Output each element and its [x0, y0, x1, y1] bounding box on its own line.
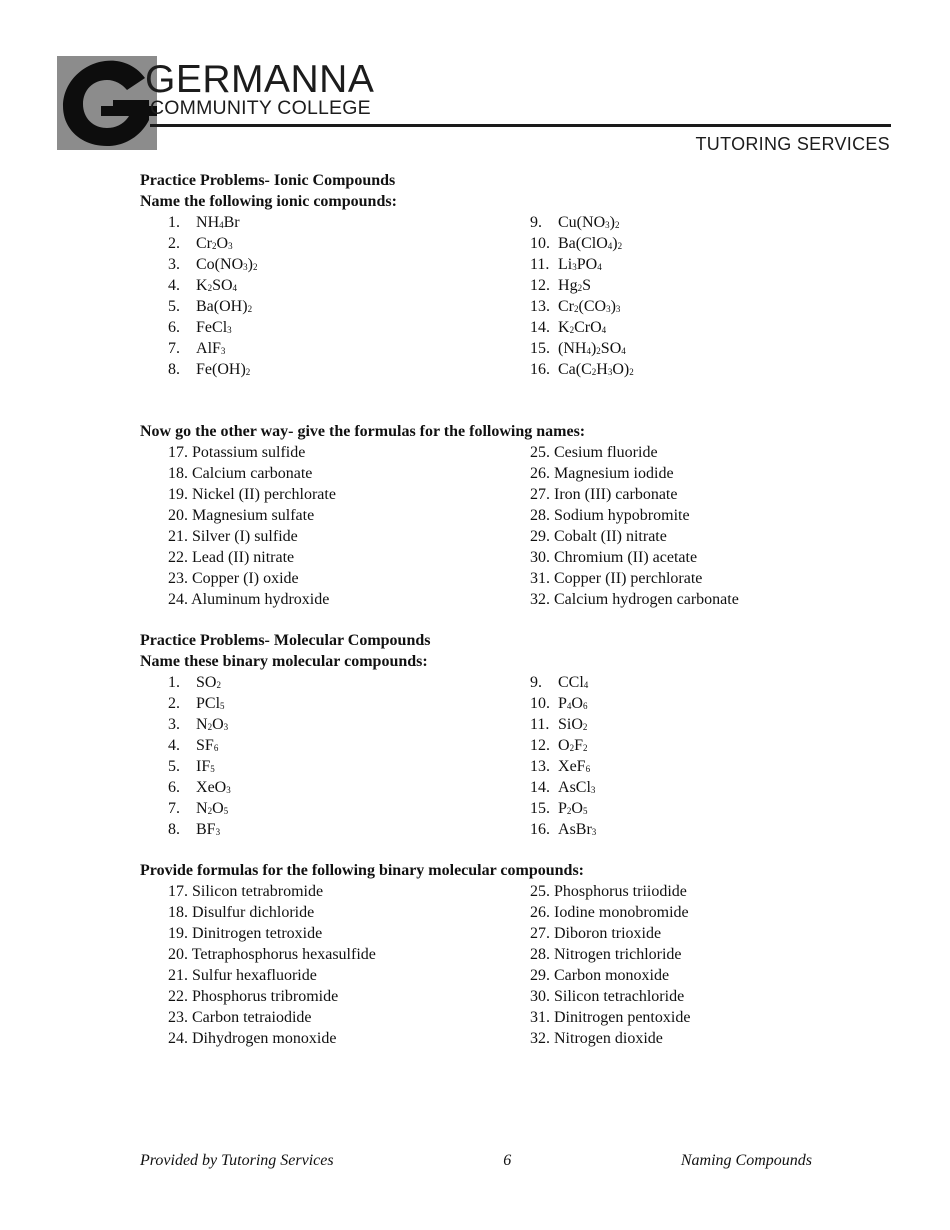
item-number: 15. [530, 800, 550, 817]
list-item: 31. Copper (II) perchlorate [530, 570, 703, 587]
germanna-g-logo-icon [57, 56, 157, 150]
list-item: 20. Tetraphosphorus hexasulfide [168, 946, 376, 963]
list-item [168, 317, 530, 338]
ionic-formula-list [140, 442, 860, 610]
item-number: 11. [530, 716, 550, 733]
list-item [530, 693, 860, 714]
compound-formula: $N_2O_3$ [196, 716, 229, 733]
compound-formula: AsBr$_3$ [558, 821, 597, 838]
list-item: 26. Iodine monobromide [530, 904, 689, 921]
footer-topic: Naming Compounds [680, 1152, 812, 1169]
item-number: 4. [168, 737, 180, 754]
list-item: 17. Potassium sulfide [168, 444, 306, 461]
compound-formula: CCl$_4$ [558, 674, 589, 691]
ionic-name-prompt: Name the following ionic compounds: [140, 193, 397, 210]
molecular-formula-prompt: Provide formulas for the following binary molecular compounds: [140, 862, 584, 879]
list-item: 30. Chromium (II) acetate [530, 549, 698, 566]
item-number: 14. [530, 319, 550, 336]
compound-formula: $(NH_4)_2SO_4$ [558, 340, 626, 357]
item-number: 15. [530, 340, 550, 357]
list-item: 22. Lead (II) nitrate [168, 549, 295, 566]
list-item: 21. Sulfur hexafluoride [168, 967, 317, 984]
list-item [530, 777, 860, 798]
list-item [530, 756, 860, 777]
compound-formula: $NH_4Br$ [196, 214, 240, 231]
ionic-title: Practice Problems- Ionic Compounds [140, 172, 396, 189]
compound-formula: $Ba(ClO_4)_2$ [558, 235, 623, 252]
list-item: 31. Dinitrogen pentoxide [530, 1009, 691, 1026]
compound-formula: $SO_2$ [196, 674, 221, 691]
list-item: 20. Magnesium sulfate [168, 507, 315, 524]
molecular-name-list [140, 672, 860, 840]
list-item: 17. Silicon tetrabromide [168, 883, 324, 900]
list-item: 18. Calcium carbonate [168, 465, 313, 482]
list-item [168, 735, 530, 756]
compound-formula: $Ca(C_2H_3O)_2$ [558, 361, 634, 378]
molecular-formula-left-column [140, 881, 530, 1049]
item-number: 7. [168, 800, 180, 817]
list-item [168, 714, 530, 735]
list-item: 23. Copper (I) oxide [168, 570, 299, 587]
list-item [168, 798, 530, 819]
list-item: 24. Dihydrogen monoxide [168, 1030, 337, 1047]
item-number: 14. [530, 779, 550, 796]
compound-formula: $Cu(NO_3)_2$ [558, 214, 620, 231]
item-number: 11. [530, 256, 550, 273]
page-footer [140, 1152, 812, 1170]
list-item [530, 254, 860, 275]
compound-formula: XeO$_3$ [196, 779, 231, 796]
item-number: 6. [168, 779, 180, 796]
compound-formula: $Cr_2O_3$ [196, 235, 233, 252]
list-item [530, 296, 860, 317]
compound-formula: FeCl$_3$ [196, 319, 232, 336]
list-item [168, 296, 530, 317]
ionic-formula-left-column [140, 442, 530, 610]
item-number: 10. [530, 695, 550, 712]
item-number: 3. [168, 256, 180, 273]
list-item [168, 338, 530, 359]
ionic-formula-right-column [530, 442, 860, 610]
item-number: 5. [168, 758, 180, 775]
list-item [168, 254, 530, 275]
list-item: 27. Diboron trioxide [530, 925, 662, 942]
item-number: 7. [168, 340, 180, 357]
item-number: 5. [168, 298, 180, 315]
compound-formula: PCl$_5$ [196, 695, 225, 712]
header-divider [150, 124, 891, 127]
item-number: 1. [168, 214, 180, 231]
molecular-title: Practice Problems- Molecular Compounds [140, 632, 431, 649]
compound-formula: SiO$_2$ [558, 716, 588, 733]
ionic-name-left-column [140, 212, 530, 380]
list-item [168, 756, 530, 777]
compound-formula: $N_2O_5$ [196, 800, 229, 817]
list-item: 25. Cesium fluoride [530, 444, 658, 461]
ionic-name-right-column [530, 212, 860, 380]
compound-formula: $O_2F_2$ [558, 737, 588, 754]
item-number: 13. [530, 758, 550, 775]
item-number: 2. [168, 235, 180, 252]
compound-formula: $K_2CrO_4$ [558, 319, 607, 336]
compound-formula: $Co(NO_3)_2$ [196, 256, 258, 273]
list-item [168, 672, 530, 693]
list-item [530, 338, 860, 359]
worksheet-content [140, 170, 860, 1049]
ionic-formula-prompt: Now go the other way- give the formulas for the following names: [140, 423, 586, 440]
item-number: 4. [168, 277, 180, 294]
ionic-section [140, 170, 860, 380]
molecular-name-prompt: Name these binary molecular compounds: [140, 653, 428, 670]
compound-formula: $P_2O_5$ [558, 800, 588, 817]
list-item [530, 798, 860, 819]
compound-formula: $P_4O_6$ [558, 695, 588, 712]
list-item: 24. Aluminum hydroxide [168, 591, 330, 608]
footer-provider: Provided by Tutoring Services [140, 1152, 334, 1169]
compound-formula: XeF$_6$ [558, 758, 591, 775]
tutoring-services-label: TUTORING SERVICES [695, 134, 890, 154]
list-item: 19. Dinitrogen tetroxide [168, 925, 323, 942]
compound-formula: $Cr_2(CO_3)_3$ [558, 298, 621, 315]
list-item: 30. Silicon tetrachloride [530, 988, 685, 1005]
list-item: 28. Nitrogen trichloride [530, 946, 682, 963]
compound-formula: $K_2SO_4$ [196, 277, 238, 294]
item-number: 9. [530, 674, 542, 691]
item-number: 12. [530, 277, 550, 294]
compound-formula: $IF_5$ [196, 758, 215, 775]
item-number: 12. [530, 737, 550, 754]
list-item: 27. Iron (III) carbonate [530, 486, 678, 503]
molecular-name-right-column [530, 672, 860, 840]
list-item [530, 275, 860, 296]
list-item: 23. Carbon tetraiodide [168, 1009, 312, 1026]
compound-formula: $Li_3PO_4$ [558, 256, 602, 273]
list-item [168, 693, 530, 714]
list-item: 22. Phosphorus tribromide [168, 988, 339, 1005]
item-number: 8. [168, 821, 180, 838]
list-item: 29. Carbon monoxide [530, 967, 670, 984]
list-item: 28. Sodium hypobromite [530, 507, 690, 524]
molecular-formula-section [140, 860, 860, 1049]
compound-formula: AlF$_3$ [196, 340, 226, 357]
list-item [530, 672, 860, 693]
molecular-formula-list [140, 881, 860, 1049]
item-number: 6. [168, 319, 180, 336]
list-item [530, 819, 860, 840]
list-item [530, 359, 860, 380]
list-item: 21. Silver (I) sulfide [168, 528, 298, 545]
list-item: 29. Cobalt (II) nitrate [530, 528, 667, 545]
list-item: 26. Magnesium iodide [530, 465, 674, 482]
list-item [530, 735, 860, 756]
footer-page-number: 6 [503, 1152, 512, 1169]
compound-formula: $Fe(OH)_2$ [196, 361, 251, 378]
item-number: 9. [530, 214, 542, 231]
molecular-name-left-column [140, 672, 530, 840]
list-item: 19. Nickel (II) perchlorate [168, 486, 336, 503]
item-number: 1. [168, 674, 180, 691]
list-item [530, 233, 860, 254]
list-item [530, 714, 860, 735]
item-number: 3. [168, 716, 180, 733]
item-number: 10. [530, 235, 550, 252]
college-subtitle: COMMUNITY COLLEGE [150, 97, 371, 119]
list-item [168, 212, 530, 233]
list-item [530, 317, 860, 338]
item-number: 16. [530, 361, 550, 378]
molecular-formula-right-column [530, 881, 860, 1049]
molecular-section [140, 630, 860, 840]
college-name: GERMANNA [145, 58, 375, 101]
list-item [530, 212, 860, 233]
compound-formula: $SF_6$ [196, 737, 219, 754]
compound-formula: AsCl$_3$ [558, 779, 596, 796]
compound-formula: $Ba(OH)_2$ [196, 298, 253, 315]
list-item [168, 819, 530, 840]
ionic-formula-section [140, 421, 860, 610]
ionic-name-list [140, 212, 860, 380]
list-item [168, 359, 530, 380]
list-item: 18. Disulfur dichloride [168, 904, 315, 921]
list-item: 32. Nitrogen dioxide [530, 1030, 663, 1047]
compound-formula: $BF_3$ [196, 821, 221, 838]
compound-formula: $Hg_2S$ [558, 277, 591, 294]
list-item: 32. Calcium hydrogen carbonate [530, 591, 739, 608]
item-number: 13. [530, 298, 550, 315]
list-item [168, 233, 530, 254]
item-number: 2. [168, 695, 180, 712]
list-item [168, 777, 530, 798]
item-number: 16. [530, 821, 550, 838]
list-item: 25. Phosphorus triiodide [530, 883, 687, 900]
list-item [168, 275, 530, 296]
item-number: 8. [168, 361, 180, 378]
